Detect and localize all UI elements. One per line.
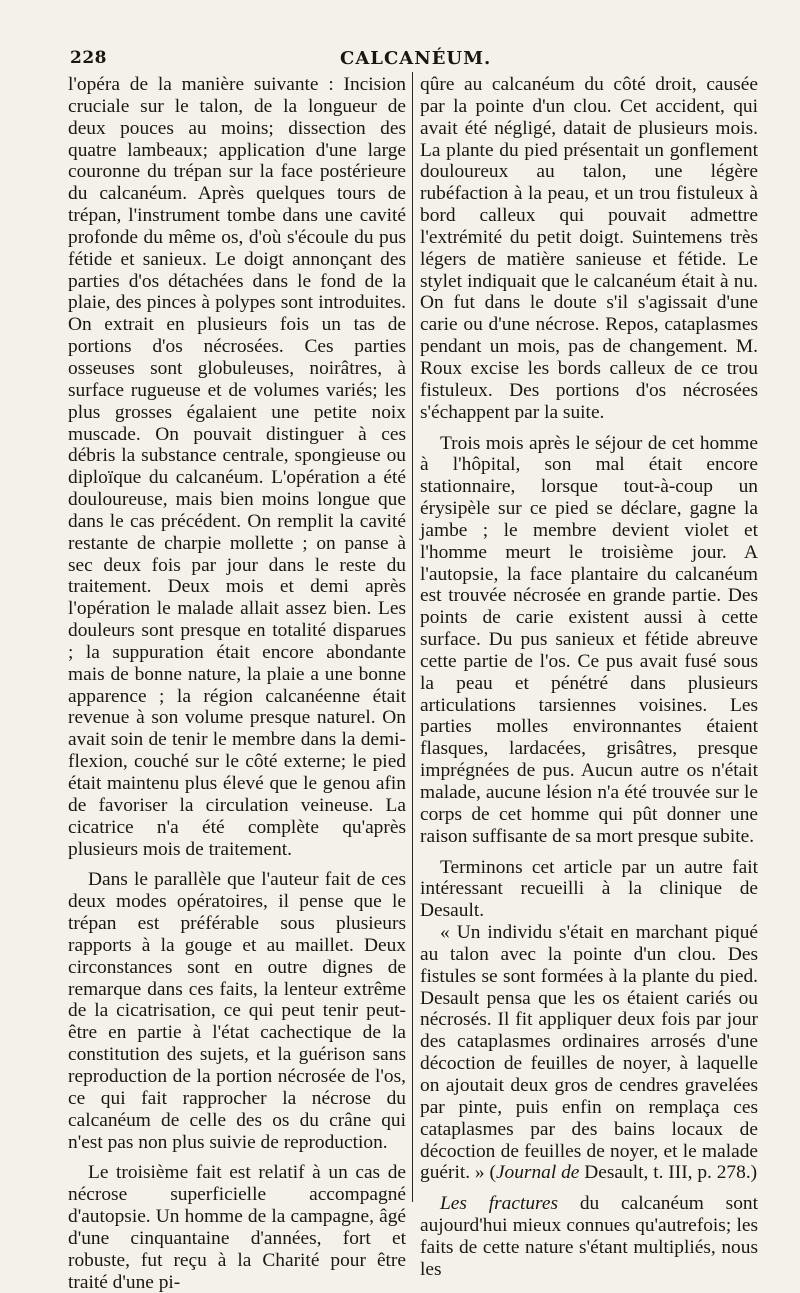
column-divider xyxy=(412,72,413,1202)
citation-tail: Desault, t. III, p. 278.) xyxy=(579,1162,758,1184)
left-paragraph-3: Le troisième fait est relatif à un cas de nécrose superficielle accompagné d'autopsie. Un homme de la campagne, âgé d'une cinquantaine d'années, fort et robuste, fut reçu à la Charité pour être traité d'une pi- xyxy=(68,1162,406,1293)
right-paragraph-5 xyxy=(420,1193,758,1280)
section-lead-text: du calcanéum sont aujourd'hui mieux connues qu'autrefois; les faits de cette nature s'étant multipliés, nous les xyxy=(420,1193,758,1280)
section-lead-italic: Les fractures xyxy=(440,1193,559,1215)
left-column xyxy=(68,74,406,1293)
journal-title: Journal de xyxy=(495,1162,580,1184)
right-paragraph-3: Terminons cet article par un autre fait intéressant recueilli à la clinique de Desault. xyxy=(420,856,758,922)
page-number: 228 xyxy=(70,48,107,68)
right-paragraph-1: qûre au calcanéum du côté droit, causée par la pointe d'un clou. Cet accident, qui avait été négligé, datait de plusieurs mois. La plante du pied présentait un gonflement douloureux au talon, une légère rubéfaction à la peau, et un trou fistuleux à bord calleux qui pouvait admettre l'extrémité du petit doigt. Suintemens très légers de matière sanieuse et fétide. Le stylet indiquait que le calcanéum était à nu. On fut dans le doute s'il s'agissait d'une carie ou d'une nécrose. Repos, cataplasmes pendant un mois, pas de changement. M. Roux excise les bords calleux de ce trou fistuleux. Des portions d'os nécrosées s'échappent par la suite. xyxy=(420,74,758,423)
left-paragraph-1: l'opéra de la manière suivante : Incision cruciale sur le talon, de la longueur de deux pouces au moins; dissection des quatre lambeaux; application d'une large couronne du trépan sur la face postérieure du calcanéum. Après quelques tours de trépan, l'instrument tombe dans une cavité profonde du même os, d'où s'écoule du pus fétide et sanieux. Le doigt annonçant des parties d'os détachées dans le fond de la plaie, des pinces à polypes sont introduites. On extrait en plusieurs fois un tas de portions d'os nécrosées. Ces parties osseuses sont globuleuses, noirâtres, à surface rugueuse et de volumes variés; les plus grosses égalaient une petite noix muscade. On pouvait distinguer à ces débris la substance centrale, spongieuse ou diploïque du calcanéum. L'opération a été douloureuse, mais bien moins longue que dans le cas précédent. On remplit la cavité restante de charpie mollette ; on panse à sec deux fois par jour dans le reste du traitement. Deux mois et demi après l'opération le malade allait assez bien. Les douleurs sont presque en totalité disparues ; la suppuration était encore abondante mais de bonne nature, la plaie a une bonne apparence ; la région calcanéenne était revenue à son volume presque naturel. On avait soin de tenir le membre dans la demi-flexion, couché sur le côté externe; le pied était maintenu plus élevé que le genou afin de favoriser la circulation veineuse. La cicatrice n'a été complète qu'après plusieurs mois de traitement. xyxy=(68,74,406,860)
right-column xyxy=(420,74,758,1281)
page-header xyxy=(0,46,800,72)
quote-text: « Un individu s'était en marchant piqué au talon avec la pointe d'un clou. Des fistules se sont formées à la plante du pied. Desault pensa que les os étaient cariés ou nécrosés. Il fit appliquer deux fois par jour des cataplasmes ordinaires arrosés d'une décoction de feuilles de noyer, à laquelle on ajoutait deux gros de cendres gravelées par pinte, puis enfin on remplaça ces cataplasmes par des bains locaux de décoction de feuilles de noyer, et le malade guérit. » ( xyxy=(420,922,758,1184)
left-paragraph-2: Dans le parallèle que l'auteur fait de ces deux modes opératoires, il pense que le trépan est préférable sous plusieurs rapports à la gouge et au maillet. Deux circonstances sont en outre dignes de remarque dans ces faits, la lenteur extrême de la cicatrisation, ce qui peut tenir peut-être en partie à l'état cachectique de la constitution des sujets, et la guérison sans reproduction de la portion nécrosée de l'os, ce qui fait rapprocher la nécrose du calcanéum de celle des os du crâne qui n'est pas non plus suivie de reproduction. xyxy=(68,869,406,1153)
right-paragraph-4 xyxy=(420,922,758,1184)
running-title: CALCANÉUM. xyxy=(340,48,492,69)
right-paragraph-2: Trois mois après le séjour de cet homme à l'hôpital, son mal était encore stationnaire, lorsque tout-à-coup un érysipèle sur ce pied se déclare, gagne la jambe ; le membre devient violet et l'homme meurt le troisième jour. A l'autopsie, la face plantaire du calcanéum est trouvée nécrosée en grande partie. Des points de carie existent aussi à cette surface. Du pus sanieux et fétide abreuve cette partie de l'os. Ce pus avait fusé sous la peau et pénétré dans plusieurs articulations tarsiennes voisines. Les parties molles environnantes étaient flasques, lardacées, grisâtres, presque imprégnées de pus. Aucun autre os n'était malade, aucune lésion n'a été trouvée sur le corps de cet homme qui pût donner une raison suffisante de sa mort presque subite. xyxy=(420,432,758,847)
